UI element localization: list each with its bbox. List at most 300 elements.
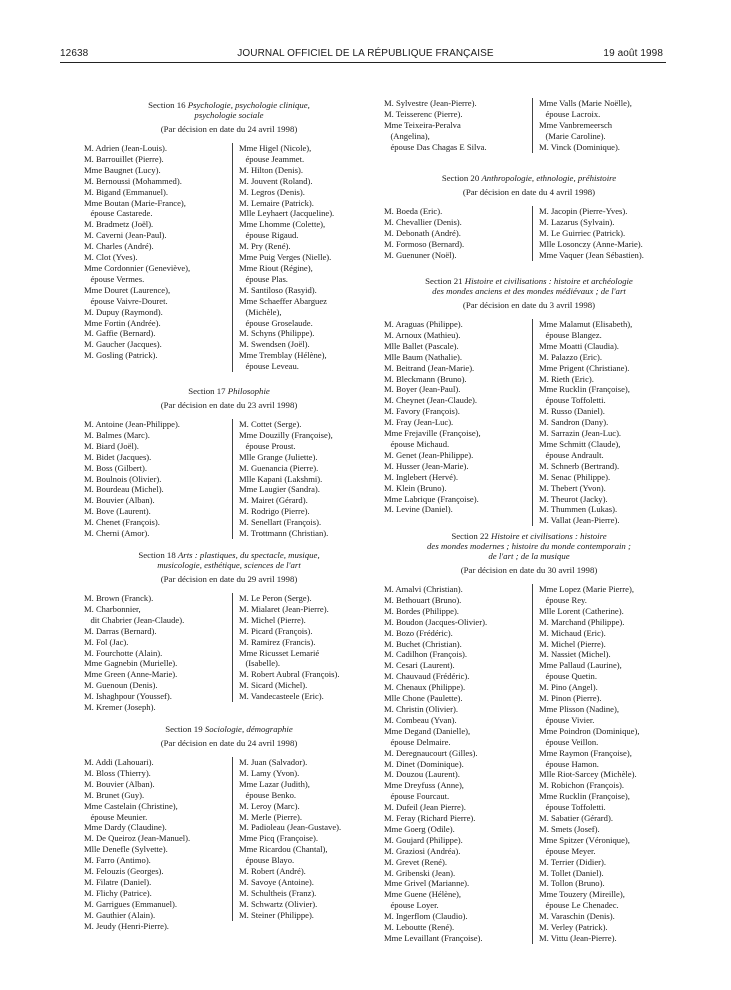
appointee-entry: Mme Riout (Régine), [239,262,313,273]
appointee-entry: M. Trottmann (Christian). [239,528,329,539]
appointee-entry: M. Robert (André). [239,866,306,877]
right-name-column [532,98,679,153]
appointee-entry: M. Beitrand (Jean-Marie). [384,362,475,373]
appointee-entry: M. Leroy (Marc). [239,800,300,811]
appointee-entry: Mme Degand (Danielle), [384,725,471,736]
appointee-entry: Mme Laugier (Sandra). [239,484,320,495]
appointee-entry: épouse Castarede. [84,208,153,219]
decision-date: (Par décision en date du 30 avril 1998) [460,565,598,575]
appointee-entry: M. Robichon (François). [539,780,624,791]
section-title [84,724,374,734]
section-subject: musicologie, esthétique, sciences de l'art [157,560,301,570]
section-title [384,276,674,296]
appointee-entry: Mme Higel (Nicole), [239,143,312,153]
decision-date: (Par décision en date du 4 avril 1998) [462,187,596,197]
appointee-entry: Mme Vaquer (Jean Sébastien). [539,249,644,260]
appointee-entry: Mme Guene (Hélène), [384,889,462,900]
appointee-entry: Mme Levaillant (Françoise). [384,933,483,943]
appointee-entry: M. Thebert (Yvon). [539,482,606,493]
appointee-entry: Mme Green (Anne-Marie). [84,669,178,680]
section-label: Section 20 [441,173,482,183]
appointee-entry: M. Klein (Bruno). [384,482,447,493]
appointee-entry: M. Arnoux (Mathieu). [384,329,461,340]
appointee-entry: M. Favory (François). [384,406,460,417]
appointee-entry: (Marie Caroline). [539,130,606,141]
section-label: Section 19 [165,724,205,734]
appointee-entry: Mme Cordonnier (Geneviève), [84,262,191,273]
appointee-entry: M. Legros (Denis). [239,186,305,197]
appointee-entry: M. Chauvaud (Frédéric). [384,671,470,682]
appointee-entry: M. Charles (André). [84,241,154,252]
section-subject: Sociologie, démographie [204,724,293,734]
appointee-entry: épouse Meyer. [539,845,596,856]
appointee-entry: (Isabelle). [239,658,281,669]
appointee-entry: Mme Tremblay (Hélène), [239,350,327,361]
appointee-entry: M. Fray (Jean-Luc). [384,417,454,428]
decision-date: (Par décision en date du 3 avril 1998) [462,300,596,310]
appointee-entry: M. Michaud (Eric). [539,627,606,638]
appointee-entry: Mme Poindron (Dominique), [539,725,640,736]
appointee-entry: épouse Le Chenadec. [539,900,619,911]
appointee-entry: Mlle Baum (Nathalie). [384,351,463,362]
appointee-entry: épouse Fourcaut. [384,791,450,802]
left-name-column [84,593,230,713]
appointee-entry: M. Gauthier (Alain). [84,909,156,920]
section-subject: Histoire et civilisations : histoire [490,531,607,541]
section-subject: Anthropologie, ethnologie, préhistoire [481,173,617,183]
appointee-entry: Mlle Kapani (Lakshmi). [239,473,323,484]
section-label: Section 18 [138,550,178,560]
appointee-entry: M. Robert Aubral (François). [239,669,340,680]
appointee-entry: Mlle Losonczy (Anne-Marie). [539,238,643,249]
appointee-entry: M. Schultheis (Franz). [239,887,317,898]
appointee-entry: M. Jacopin (Pierre-Yves). [539,206,628,216]
appointee-entry: épouse Andrault. [539,449,604,460]
appointee-entry: épouse Rey. [539,594,587,605]
section-subject: des mondes modernes ; histoire du monde contemporain ; [427,541,631,551]
appointee-entry: M. Pry (René). [239,241,291,252]
left-name-column [384,584,530,944]
appointee-entry: Mme Grivel (Marianne). [384,878,470,889]
header-rule [60,62,666,63]
section-title [384,173,674,183]
appointee-entry: M. Boeda (Eric). [384,206,443,216]
right-name-column [232,143,379,372]
publication-date: 19 août 1998 [603,48,663,59]
appointee-entry: M. Verley (Patrick). [539,922,608,933]
appointee-entry: Mme Ricusset Lemarié [239,647,320,658]
appointee-entry: M. Genet (Jean-Philippe). [384,449,474,460]
appointee-entry: épouse Loyer. [384,900,439,911]
appointee-entry: M. Garrigues (Emmanuel). [84,898,178,909]
section-label: Section 16 [148,100,188,110]
appointee-entry: M. Dufeil (Jean Pierre). [384,802,466,813]
appointee-entry: Mme Dreyfuss (Anne), [384,780,464,791]
appointee-entry: épouse Rigaud. [239,230,299,241]
appointee-entry: Mme Goerg (Odile). [384,823,455,834]
appointee-entry: M. Buchet (Christian). [384,638,462,649]
name-columns [384,319,674,526]
appointee-entry: épouse Veillon. [539,736,599,747]
appointee-entry: M. Thummen (Lukas). [539,504,618,515]
appointee-entry: Mlle Lorent (Catherine). [539,605,624,616]
section-title [84,100,374,120]
section-title [84,386,374,396]
section-17 [84,386,374,539]
appointee-entry: M. Vallat (Jean-Pierre). [539,515,620,526]
appointee-entry: Mme Gagnebin (Murielle). [84,658,178,669]
appointee-entry: M. Smets (Josef). [539,823,600,834]
appointee-entry: Mme Fortin (Andrée). [84,317,161,328]
appointee-entry: épouse Jeammet. [239,153,305,164]
appointee-entry: M. Amalvi (Christian). [384,584,463,594]
appointee-entry: épouse Proust. [239,440,296,451]
appointee-entry: M. Hilton (Denis). [239,164,303,175]
appointee-entry: M. Brown (Franck). [84,593,154,603]
decision-date: (Par décision en date du 24 avril 1998) [160,738,298,748]
appointee-entry: M. Vittu (Jean-Pierre). [539,933,617,943]
appointee-entry: M. Michel (Pierre). [239,614,306,625]
appointee-entry: M. Ingerflom (Claudio). [384,911,468,922]
appointee-entry: Mme Picq (Françoise). [239,833,318,844]
section-title [384,531,674,561]
appointee-entry: épouse Das Chagas E Silva. [384,141,487,152]
appointee-entry: Mme Baugnet (Lucy). [84,164,161,175]
appointee-entry: M. Sabatier (Gérard). [539,813,613,824]
appointee-entry: M. Bidet (Jacques). [84,451,152,462]
appointee-entry: M. Bouvier (Alban). [84,778,155,789]
appointee-entry: M. Chenet (François). [84,517,160,528]
right-name-column [532,206,679,261]
appointee-entry: M. Sarrazin (Jean-Luc). [539,428,622,439]
appointee-entry: M. Lemaire (Patrick). [239,197,314,208]
appointee-entry: M. Bethouart (Bruno). [384,594,462,605]
appointee-entry: M. Grevet (René). [384,856,447,867]
appointee-entry: M. Debonath (André). [384,227,461,238]
appointee-entry: M. Nassiet (Michel). [539,649,611,660]
section-title [84,550,374,570]
appointee-entry: M. Theurot (Jacky). [539,493,608,504]
appointee-entry: M. Palazzo (Eric). [539,351,602,362]
appointee-entry: M. Kremer (Joseph). [84,702,156,713]
appointee-entry: épouse Benko. [239,789,297,800]
appointee-entry: M. Filatre (Daniel). [84,876,152,887]
appointee-entry: M. Graziosi (Andréa). [384,845,461,856]
left-name-column [384,319,530,515]
name-columns [384,98,674,153]
appointee-entry: M. Levine (Daniel). [384,504,453,515]
appointee-entry: M. Vinck (Dominique). [539,141,620,152]
appointee-entry: M. Dupuy (Raymond). [84,306,163,317]
appointee-entry: M. Tollet (Daniel). [539,867,604,878]
appointee-entry: M. Guenoun (Denis). [84,680,158,691]
appointee-entry: Mme Rucklin (Françoise), [539,791,630,802]
section-16 [84,100,374,372]
appointee-entry: épouse Quetin. [539,671,597,682]
appointee-entry: (Angelina), [384,130,430,141]
appointee-entry: M. Cottet (Serge). [239,419,302,429]
appointee-entry: M. Mairet (Gérard). [239,495,308,506]
appointee-entry: M. Swendsen (Joël). [239,339,310,350]
appointee-entry: M. Boyer (Jean-Paul). [384,384,461,395]
appointee-entry: M. Michel (Pierre). [539,638,606,649]
appointee-entry: Mme Dardy (Claudine). [84,822,167,833]
section-20 [384,173,674,261]
right-name-column [532,319,679,526]
appointee-entry: M. Ishaghpour (Youssef). [84,691,172,702]
appointee-entry: épouse Toffoletti. [539,395,606,406]
appointee-entry: M. Juan (Salvador). [239,757,308,767]
appointee-entry: Mme Raymon (Françoise), [539,747,632,758]
left-name-column [84,143,230,361]
section-subject: psychologie sociale [194,110,264,120]
appointee-entry: M. Leboutte (René). [384,922,455,933]
appointee-entry: M. Flichy (Patrice). [84,887,152,898]
appointee-entry: Mme Schmitt (Claude), [539,438,621,449]
page-number: 12638 [60,48,89,59]
appointee-entry: M. Adrien (Jean-Louis). [84,143,168,153]
appointee-entry: Mme Prigent (Christiane). [539,362,630,373]
left-name-column [84,419,230,539]
section-18 [84,550,374,713]
appointee-entry: M. Gribenski (Jean). [384,867,456,878]
appointee-entry: M. Chenaux (Philippe). [384,682,466,693]
appointee-entry: M. Cheynet (Jean-Claude). [384,395,478,406]
appointee-entry: M. Formoso (Bernard). [384,238,465,249]
appointee-entry: Mme Rucklin (Françoise), [539,384,630,395]
appointee-entry: M. Terrier (Didier). [539,856,607,867]
appointee-entry: M. Brunet (Guy). [84,789,145,800]
appointee-entry: M. Bordes (Philippe). [384,605,459,616]
appointee-entry: M. Bigand (Emmanuel). [84,186,169,197]
appointee-entry: M. Marchand (Philippe). [539,616,625,627]
appointee-entry: Mme Valls (Marie Noëlle), [539,98,632,108]
appointee-entry: M. Senac (Philippe). [539,471,611,482]
appointee-entry: épouse Blangez. [539,329,602,340]
appointee-entry: épouse Michaud. [384,438,450,449]
appointee-entry: Mme Schaeffer Abarguez [239,295,327,306]
appointee-entry: Mme Touzery (Mireille), [539,889,625,900]
section-subject: Arts : plastiques, du spectacle, musique, [177,550,320,560]
section-subject: des mondes anciens et des mondes médiévaux ; de l'art [432,286,626,296]
section-subject: de l'art ; de la musique [488,551,570,561]
appointee-entry: M. Boss (Gilbert). [84,462,148,473]
appointee-entry: épouse Plas. [239,273,288,284]
appointee-entry: Mme Pallaud (Laurine), [539,660,622,671]
appointee-entry: épouse Vaivre-Douret. [84,295,168,306]
appointee-entry: Mlle Denefle (Sylvette). [84,844,168,855]
appointee-entry: M. Rodrigo (Pierre). [239,506,310,517]
section-subject: Psychologie, psychologie clinique, [187,100,310,110]
appointee-entry: Mme Spitzer (Véronique), [539,834,630,845]
appointee-entry: M. Darras (Bernard). [84,625,157,636]
section-label: Section 17 [188,386,228,396]
appointee-entry: M. Goujard (Philippe). [384,834,463,845]
appointee-entry: M. Jeudy (Henri-Pierre). [84,920,169,931]
name-columns [84,757,374,931]
appointee-entry: épouse Groselaude. [239,317,313,328]
appointee-entry: M. Savoye (Antoine). [239,876,314,887]
journal-title: JOURNAL OFFICIEL DE LA RÉPUBLIQUE FRANÇAISE [237,48,494,59]
section-19 [84,724,374,931]
appointee-entry: M. Guenuner (Noël). [384,249,457,260]
appointee-entry: M. Feray (Richard Pierre). [384,813,476,824]
name-columns [384,206,674,261]
appointee-entry: M. Clot (Yves). [84,252,138,263]
appointee-entry: M. Gosling (Patrick). [84,350,158,361]
appointee-entry: M. Bouvier (Alban). [84,495,155,506]
section-21 [384,276,674,526]
appointee-entry: Mme Moatti (Claudia). [539,340,619,351]
appointee-entry: épouse Delmaire. [384,736,451,747]
decision-date: (Par décision en date du 24 avril 1998) [160,124,298,134]
appointee-entry: épouse Vermes. [84,273,145,284]
appointee-entry: M. Cherni (Amor). [84,528,150,539]
appointee-entry: Mme Lazar (Judith), [239,778,310,789]
appointee-entry: M. Schnerb (Bertrand). [539,460,620,471]
appointee-entry: M. Lamy (Yvon). [239,767,300,778]
appointee-entry: M. Husser (Jean-Marie). [384,460,469,471]
right-name-column [532,584,679,944]
right-name-column [232,419,379,539]
name-columns [84,593,374,713]
appointee-entry: Mme Teixeira-Peralva [384,119,461,130]
appointee-entry: Mlle Riot-Sarcey (Michèle). [539,769,637,780]
appointee-entry: M. Lazarus (Sylvain). [539,216,615,227]
appointee-entry: Mme Lhomme (Colette), [239,219,326,230]
appointee-entry: Mlle Leyhaert (Jacqueline). [239,208,335,219]
appointee-entry: M. Rieth (Eric). [539,373,594,384]
appointee-entry: M. Jouvent (Roland). [239,175,313,186]
left-name-column [384,206,530,261]
name-columns [84,143,374,372]
appointee-entry: M. Russo (Daniel). [539,406,605,417]
appointee-entry: M. Caverni (Jean-Paul). [84,230,167,241]
appointee-entry: M. Fourchotte (Alain). [84,647,163,658]
appointee-entry: épouse Leveau. [239,361,299,372]
appointee-entry: épouse Meunier. [84,811,148,822]
appointee-entry: Mme Vanbremeersch [539,119,613,130]
appointee-entry: Mlle Chone (Paulette). [384,693,463,704]
appointee-entry: épouse Lacroix. [539,108,601,119]
appointee-entry: M. Addi (Lahouari). [84,757,154,767]
appointee-entry: M. Steiner (Philippe). [239,909,314,920]
appointee-entry: M. Farro (Antimo). [84,855,151,866]
appointee-entry: M. Gaffie (Bernard). [84,328,156,339]
appointee-entry: M. Cadilhon (François). [384,649,468,660]
appointee-entry: Mme Malamut (Elisabeth), [539,319,633,329]
appointee-entry: M. Vandecasteele (Eric). [239,691,324,702]
appointee-entry: M. Padioleau (Jean-Gustave). [239,822,342,833]
appointee-entry: Mme Puig Verges (Nielle). [239,252,332,263]
section-label: Section 21 [425,276,465,286]
appointee-entry: M. Tollon (Bruno). [539,878,605,889]
appointee-entry: Mme Lopez (Marie Pierre), [539,584,634,594]
appointee-entry: épouse Toffoletti. [539,802,606,813]
appointee-entry: M. Pinon (Pierre). [539,693,602,704]
appointee-entry: M. Sandron (Dany). [539,417,609,428]
appointee-entry: M. Mialaret (Jean-Pierre). [239,603,329,614]
appointee-entry: Mme Frejaville (Françoise), [384,428,481,439]
appointee-entry: M. Charbonnier, [84,603,141,614]
appointee-entry: épouse Vivier. [539,714,595,725]
appointee-entry: M. Bleckmann (Bruno). [384,373,467,384]
appointee-entry: M. Deregnaucourt (Gilles). [384,747,478,758]
appointee-entry: Mme Douzilly (Françoise), [239,429,333,440]
appointee-entry: M. Merle (Pierre). [239,811,302,822]
decision-date: (Par décision en date du 23 avril 1998) [160,400,298,410]
appointee-entry: M. Barrouillet (Pierre). [84,153,164,164]
section-subject: Philosophie [227,386,270,396]
appointee-entry: M. Biard (Joël). [84,440,139,451]
appointee-entry: Mme Plisson (Nadine), [539,703,619,714]
appointee-entry: M. Bradmetz (Joël). [84,219,154,230]
appointee-entry: M. De Queiroz (Jean-Manuel). [84,833,191,844]
appointee-entry: épouse Hamon. [539,758,599,769]
left-name-column [84,757,230,931]
right-name-column [232,757,379,921]
appointee-entry: M. Douzou (Laurent). [384,769,460,780]
appointee-entry: M. Sicard (Michel). [239,680,308,691]
appointee-entry: M. Felouzis (Georges). [84,866,164,877]
appointee-entry: M. Fol (Jac). [84,636,129,647]
appointee-entry: Mme Douret (Laurence), [84,284,171,295]
appointee-entry: M. Bernoussi (Mohammed). [84,175,182,186]
appointee-entry: M. Sylvestre (Jean-Pierre). [384,98,477,108]
appointee-entry: Mlle Ballet (Pascale). [384,340,459,351]
appointee-entry: M. Senellart (François). [239,517,322,528]
appointee-entry: M. Varaschin (Denis). [539,911,615,922]
appointee-entry: M. Santiloso (Rasyid). [239,284,317,295]
appointee-entry: M. Cesari (Laurent). [384,660,455,671]
appointee-entry: Mme Castelain (Christine), [84,800,178,811]
appointee-entry: dit Chabrier (Jean-Claude). [84,614,185,625]
appointee-entry: Mme Boutan (Marie-France), [84,197,186,208]
appointee-entry: M. Picard (François). [239,625,313,636]
appointee-entry: M. Ramirez (Francis). [239,636,316,647]
appointee-entry: M. Guenancia (Pierre). [239,462,319,473]
appointee-entry: M. Schyns (Philippe). [239,328,315,339]
appointee-entry: M. Antoine (Jean-Philippe). [84,419,180,429]
appointee-entry: M. Inglebert (Hervé). [384,471,458,482]
appointee-entry: Mme Labrique (Françoise). [384,493,479,504]
appointee-entry: M. Balmes (Marc). [84,429,150,440]
appointee-entry: épouse Blayo. [239,855,295,866]
decision-date: (Par décision en date du 29 avril 1998) [160,574,298,584]
appointee-entry: M. Teisserenc (Pierre). [384,108,463,119]
appointee-entry: M. Chevallier (Denis). [384,216,462,227]
appointee-entry: Mlle Grange (Juliette). [239,451,318,462]
appointee-entry: M. Pino (Angel). [539,682,598,693]
appointee-entry: M. Bozo (Frédéric). [384,627,453,638]
name-columns [84,419,374,539]
appointee-entry: M. Schwartz (Olivier). [239,898,318,909]
appointee-entry: Mme Ricardou (Chantal), [239,844,328,855]
appointee-entry: M. Le Peron (Serge). [239,593,312,603]
section-label: Section 22 [451,531,491,541]
appointee-entry: M. Bloss (Thierry). [84,767,151,778]
appointee-entry: M. Bove (Laurent). [84,506,151,517]
appointee-entry: M. Bourdeau (Michel). [84,484,164,495]
appointee-entry: M. Boulnois (Olivier). [84,473,162,484]
name-columns [384,584,674,944]
section-22 [384,531,674,944]
appointee-entry: M. Le Guirriec (Patrick). [539,227,626,238]
section-subject: Histoire et civilisations : histoire et archéologie [464,276,633,286]
appointee-entry: M. Boudon (Jacques-Olivier). [384,616,488,627]
appointee-entry: M. Dinet (Dominique). [384,758,464,769]
appointee-entry: (Michèle), [239,306,282,317]
